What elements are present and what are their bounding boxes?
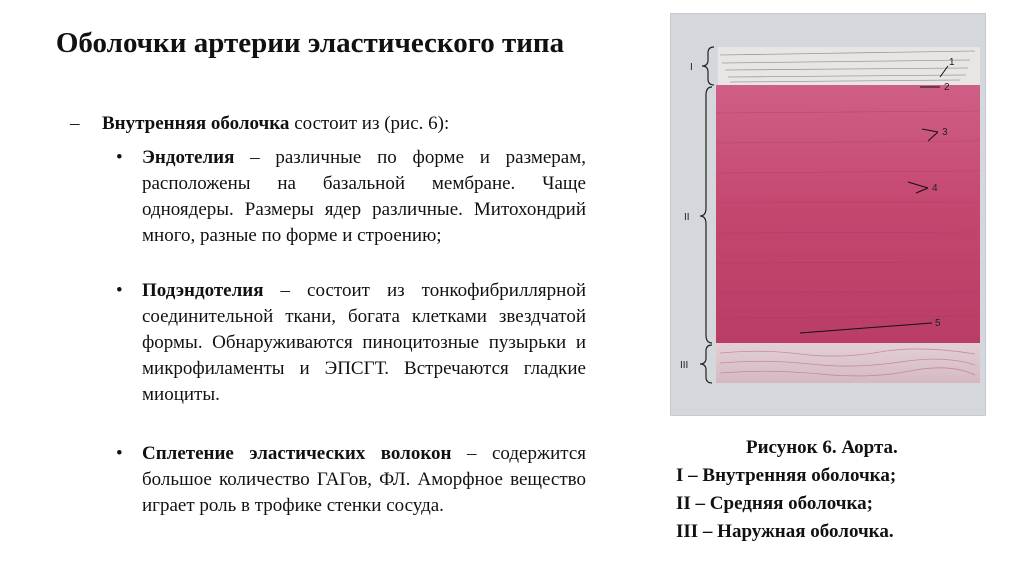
layer-label-ii: II [684, 212, 690, 223]
subheading [70, 112, 594, 136]
caption-line: II – Средняя оболочка; [676, 493, 873, 514]
bullet-subendothelium [116, 278, 586, 408]
bullet-marker: • [116, 443, 123, 464]
caption-title: Рисунок 6. Аорта. [746, 437, 898, 458]
bullet-term: Эндотелия [142, 147, 235, 168]
aorta-micrograph [670, 13, 986, 416]
bullet-text: – состоит из тонкофибриллярной соединительной ткани, богата клетками звездчатой формы. Обнаруживаются пиноцитозные пузырьки и микрофиламенты и ЭПСГТ. Встречаются гладкие миоциты. [142, 280, 586, 405]
subheading-text: состоит из (рис. 6): [289, 113, 450, 134]
bullet-marker: • [116, 147, 123, 168]
pointer-label-2: 2 [944, 82, 950, 93]
bullet-elastic-plexus [116, 441, 586, 519]
bullet-term: Подэндотелия [142, 280, 264, 301]
caption-line: I – Внутренняя оболочка; [676, 465, 897, 486]
layer-label-iii: III [680, 360, 689, 371]
pointer-label-4: 4 [932, 183, 938, 194]
subheading-dash: – [70, 113, 80, 134]
media-layer [716, 85, 980, 343]
subheading-term: Внутренняя оболочка [102, 113, 290, 134]
caption-line: III – Наружная оболочка. [676, 521, 894, 542]
adventitia-layer [716, 343, 980, 383]
bullet-term: Сплетение эластических волокон [142, 443, 452, 464]
figure-caption [676, 434, 976, 546]
bullet-text: – содержится большое количество ГАГов, ФЛ. Аморфное вещество играет роль в трофике стенки сосуда. [142, 443, 586, 516]
pointer-label-3: 3 [942, 127, 948, 138]
bullet-marker: • [116, 280, 123, 301]
slide-title: Оболочки артерии эластического типа [55, 27, 565, 59]
bullet-endothelium [116, 145, 586, 249]
pointer-label-5: 5 [935, 318, 941, 329]
pointer-label-1: 1 [949, 57, 955, 68]
layer-label-i: I [690, 62, 693, 73]
bullet-text: – различные по форме и размерам, расположены на базальной мембране. Чаще одноядеры. Размеры ядер различные. Митохондрий много, разные по форме и строению; [142, 147, 586, 246]
